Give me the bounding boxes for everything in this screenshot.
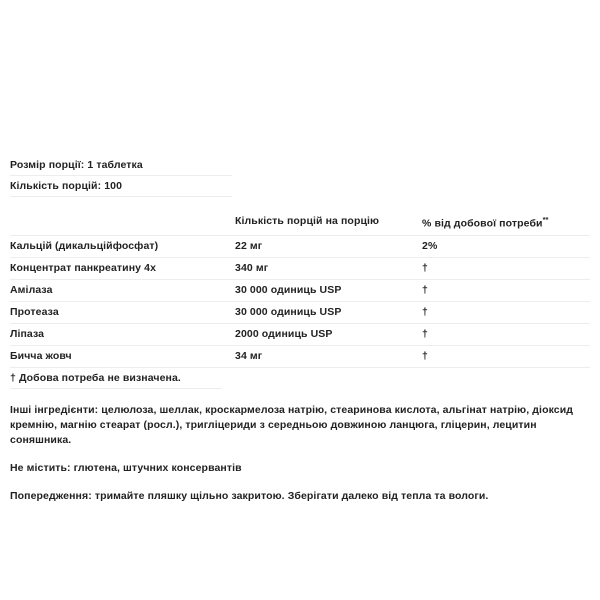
table-row [10, 301, 590, 323]
other-ingredients-paragraph: Інші інгредієнти: целюлоза, шеллак, кроскармелоза натрію, стеаринова кислота, альгінат натрію, діоксид кремнію, магнію стеарат (росл.), тригліцериди з середньою довжиною ланцюга, гліцерин, лецитин соняшника. [10, 403, 574, 446]
nutrient-name: Концентрат панкреатину 4х [10, 257, 235, 279]
servings-per-container-row: Кількість порцій: 100 [0, 176, 600, 197]
daily-value-footnote-mark: ** [542, 215, 549, 224]
nutrient-amount: 2000 одиниць USP [235, 323, 422, 345]
nutrient-name: Бичча жовч [10, 345, 235, 367]
serving-info-group [0, 155, 600, 197]
daily-value-label: % від добової потреби [422, 217, 543, 230]
free-from-paragraph: Не містить: глютена, штучних консервантів [10, 461, 242, 474]
table-row [10, 257, 590, 279]
nutrient-daily-value: † [422, 323, 590, 345]
column-header-nutrient [10, 209, 235, 235]
table-row [10, 345, 590, 367]
nutrient-daily-value: † [422, 257, 590, 279]
daily-value-footnote: † Добова потреба не визначена. [10, 368, 222, 389]
nutrient-name: Кальцій (дикальційфосфат) [10, 235, 235, 257]
nutrient-daily-value: † [422, 345, 590, 367]
nutrient-amount: 340 мг [235, 257, 422, 279]
nutrient-amount: 30 000 одиниць USP [235, 279, 422, 301]
supplement-facts-panel [0, 155, 600, 504]
nutrient-name: Ліпаза [10, 323, 235, 345]
table-header [10, 209, 590, 235]
serving-size-row: Розмір порції: 1 таблетка [0, 155, 600, 176]
table-row [10, 323, 590, 345]
supplement-facts-table [10, 209, 590, 368]
table-row [10, 279, 590, 301]
nutrient-name: Протеаза [10, 301, 235, 323]
nutrient-name: Амілаза [10, 279, 235, 301]
nutrient-daily-value: † [422, 301, 590, 323]
nutrient-daily-value: † [422, 279, 590, 301]
warning-paragraph: Попередження: тримайте пляшку щільно закритою. Зберігати далеко від тепла та вологи. [10, 489, 489, 502]
nutrient-amount: 34 мг [235, 345, 422, 367]
nutrient-amount: 22 мг [235, 235, 422, 257]
nutrient-daily-value: 2% [422, 235, 590, 257]
table-header-row [10, 209, 590, 235]
nutrient-amount: 30 000 одиниць USP [235, 301, 422, 323]
section-spacer [0, 197, 600, 209]
column-header-amount: Кількість порцій на порцію [235, 209, 422, 235]
table-body [10, 235, 590, 367]
table-row [10, 235, 590, 257]
column-header-daily-value [422, 209, 590, 235]
